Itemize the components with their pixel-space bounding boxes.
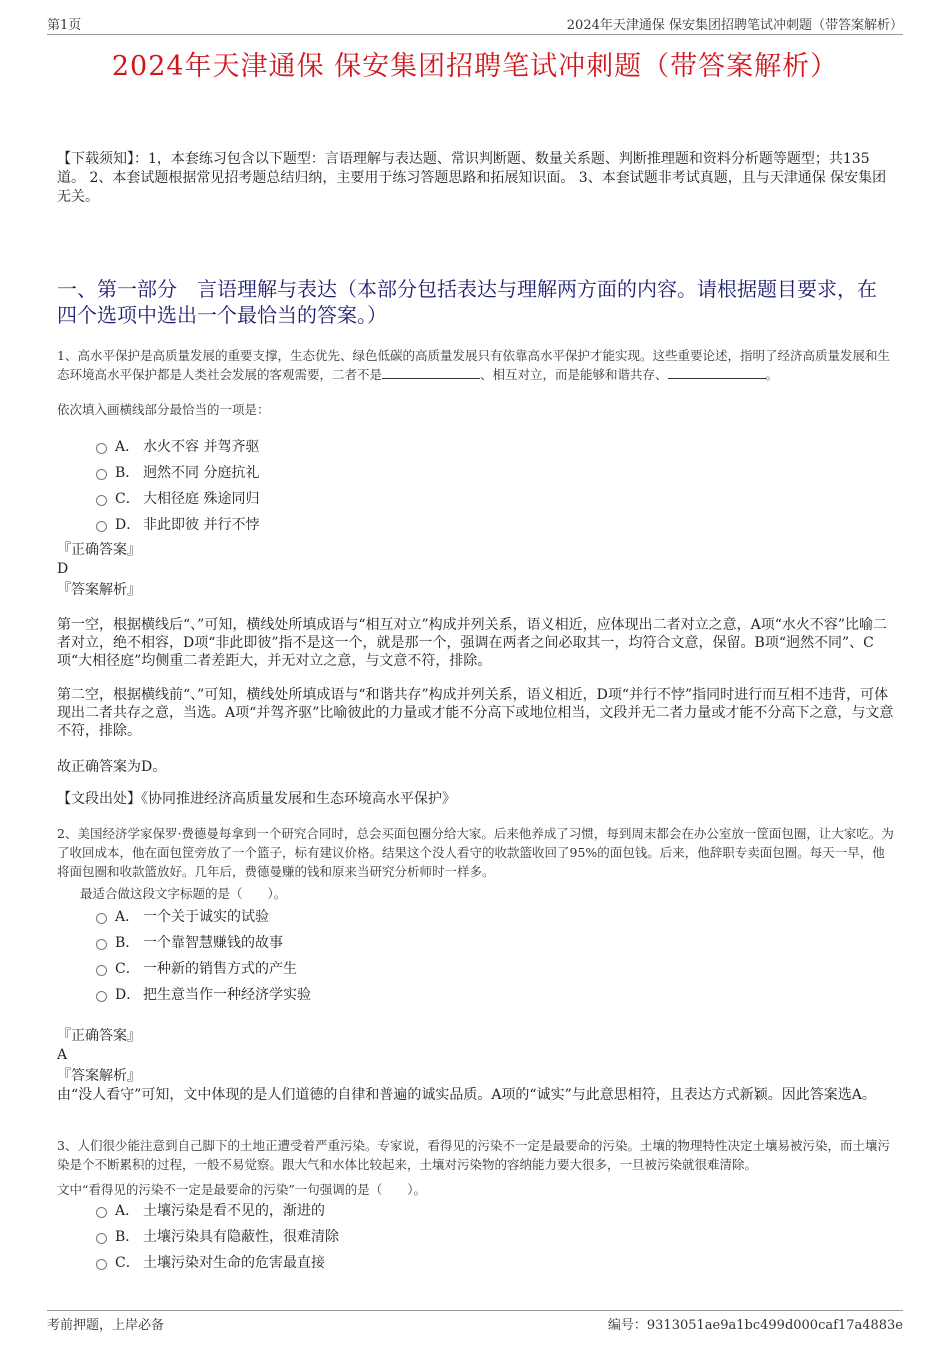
footer-slogan: 考前押题，上岸必备 <box>47 1318 165 1333</box>
question-3-text: 3、人们很少能注意到自己脚下的土地正遭受着严重污染。专家说，看得见的污染不一定是最要命的污染。土壤的物理特性决定土壤易被污染，而土壤污染是个不断累积的过程，一般不易觉察。跟大气和水体比较起来，土壤对污染物的容纳能力要大很多，一旦被污染就很难清除。 <box>57 1138 890 1172</box>
option-b[interactable] <box>96 929 311 955</box>
q2-answer-label: 『正确答案』 <box>57 1028 141 1044</box>
q1-text-part-a: 1、高水平保护是高质量发展的重要支撑，生态优先、绿色低碳的高质量发展只有依靠高水平保护才能实现。这些重要论述，指明了经济高质量发展和生态环境高水平保护都是人类社会发展的客观需要，二者不是 <box>57 348 890 382</box>
option-text: 土壤污染是看不见的，渐进的 <box>143 1203 325 1219</box>
question-2-prompt: 最适合做这段文字标题的是（ ）。 <box>80 886 287 901</box>
option-letter: A． <box>115 909 140 925</box>
option-c[interactable] <box>96 485 259 511</box>
section-heading: 一、第一部分 言语理解与表达（本部分包括表达与理解两方面的内容。请根据题目要求，在四个选项中选出一个最恰当的答案。） <box>57 277 877 327</box>
question-3-options <box>96 1197 339 1275</box>
option-text: 把生意当作一种经济学实验 <box>143 987 311 1003</box>
radio-icon[interactable] <box>96 991 107 1002</box>
question-1-prompt: 依次填入画横线部分最恰当的一项是： <box>57 402 270 417</box>
blank-1 <box>382 366 480 379</box>
option-letter: D． <box>115 517 141 533</box>
blank-2 <box>668 366 766 379</box>
option-text: 大相径庭 殊途同归 <box>143 491 260 507</box>
option-b[interactable] <box>96 1223 339 1249</box>
option-letter: A． <box>115 1203 140 1219</box>
option-letter: A． <box>115 439 140 455</box>
q1-analysis-p3: 故正确答案为D。 <box>57 759 167 775</box>
q1-source: 【文段出处】《协同推进经济高质量发展和生态环境高水平保护》 <box>57 791 456 807</box>
option-text: 水火不容 并驾齐驱 <box>143 439 260 455</box>
download-notice: 【下载须知】：1，本套练习包含以下题型：言语理解与表达题、常识判断题、数量关系题、判断推理题和资料分析题等题型；共135道。 2、本套试题根据常见招考题总结归纳，主要用于练习答题思路和拓展知识面。 3、本套试题非考试真题，且与天津通保 保安集团无关。 <box>57 151 887 205</box>
radio-icon[interactable] <box>96 913 107 924</box>
q2-answer: A <box>57 1047 68 1063</box>
question-3-prompt: 文中“看得见的污染不一定是最要命的污染”一句强调的是（ ）。 <box>57 1182 427 1197</box>
q1-analysis-p2: 第二空，根据横线前“、”可知，横线处所填成语与“和谐共存”构成并列关系，语义相近，D项“并行不悖”指同时进行而互相不违背，可体现出二者共存之意，当选。A项“并驾齐驱”比喻彼此的力量或才能不分高下或地位相当，文段并无二者力量或才能不分高下之意，与文意不符，排除。 <box>57 687 894 739</box>
q1-answer-label: 『正确答案』 <box>57 542 141 558</box>
option-letter: B． <box>115 1229 140 1245</box>
radio-icon[interactable] <box>96 469 107 480</box>
option-letter: C． <box>115 1255 140 1271</box>
q1-answer: D <box>57 561 69 577</box>
question-1-options <box>96 433 259 537</box>
option-letter: C． <box>115 491 140 507</box>
option-letter: B． <box>115 935 140 951</box>
option-a[interactable] <box>96 1197 339 1223</box>
footer-doc-id: 编号：9313051ae9a1bc499d000caf17a4883e <box>607 1318 903 1333</box>
option-a[interactable] <box>96 903 311 929</box>
option-letter: B． <box>115 465 140 481</box>
radio-icon[interactable] <box>96 965 107 976</box>
q2-analysis-label: 『答案解析』 <box>57 1068 141 1084</box>
option-text: 一个关于诚实的试验 <box>143 909 269 925</box>
q1-analysis-label: 『答案解析』 <box>57 582 141 598</box>
option-c[interactable] <box>96 955 311 981</box>
question-2-text: 2、美国经济学家保罗·费德曼每拿到一个研究合同时，总会买面包圈分给大家。后来他养成了习惯，每到周末都会在办公室放一筐面包圈，让大家吃。为了收回成本，他在面包筐旁放了一个篮子，标有建议价格。结果这个没人看守的收款篮收回了95%的面包钱。后来，他辞职专卖面包圈。每天一早，他将面包圈和收款篮放好。几年后，费德曼赚的钱和原来当研究分析师时一样多。 <box>57 826 894 879</box>
page-header <box>47 14 903 35</box>
option-letter: D． <box>115 987 141 1003</box>
radio-icon[interactable] <box>96 495 107 506</box>
q2-analysis: 由“没人看守”可知，文中体现的是人们道德的自律和普遍的诚实品质。A项的“诚实”与此意思相符，且表达方式新颖。因此答案选A。 <box>57 1087 876 1103</box>
radio-icon[interactable] <box>96 521 107 532</box>
q1-text-part-b: 、相互对立，而是能够和谐共存、 <box>480 367 668 382</box>
option-text: 一种新的销售方式的产生 <box>143 961 297 977</box>
radio-icon[interactable] <box>96 1207 107 1218</box>
question-2-options <box>96 903 311 1007</box>
option-c[interactable] <box>96 1249 339 1275</box>
q1-analysis-p1: 第一空，根据横线后“、”可知，横线处所填成语与“相互对立”构成并列关系，语义相近，应体现出二者对立之意，A项“水火不容”比喻二者对立，绝不相容，D项“非此即彼”指不是这一个，就是那一个，强调在两者之间必取其一，均符合文意，保留。B项“迥然不同”、C项“大相径庭”均侧重二者差距大，并无对立之意，与文意不符，排除。 <box>57 617 888 669</box>
radio-icon[interactable] <box>96 1259 107 1270</box>
option-letter: C． <box>115 961 140 977</box>
option-text: 土壤污染对生命的危害最直接 <box>143 1255 325 1271</box>
option-d[interactable] <box>96 511 259 537</box>
q1-text-part-c: 。 <box>765 367 779 382</box>
option-text: 迥然不同 分庭抗礼 <box>143 465 260 481</box>
page-title: 2024年天津通保 保安集团招聘笔试冲刺题（带答案解析） <box>111 51 839 82</box>
option-a[interactable] <box>96 433 259 459</box>
radio-icon[interactable] <box>96 939 107 950</box>
radio-icon[interactable] <box>96 443 107 454</box>
option-text: 土壤污染具有隐蔽性，很难清除 <box>143 1229 339 1245</box>
option-text: 非此即彼 并行不悖 <box>143 517 260 533</box>
page-number: 第1页 <box>47 18 82 33</box>
page-footer <box>47 1310 903 1333</box>
radio-icon[interactable] <box>96 1233 107 1244</box>
header-doc-title: 2024年天津通保 保安集团招聘笔试冲刺题（带答案解析） <box>566 18 903 33</box>
option-b[interactable] <box>96 459 259 485</box>
option-d[interactable] <box>96 981 311 1007</box>
question-1-text <box>57 346 895 384</box>
option-text: 一个靠智慧赚钱的故事 <box>143 935 283 951</box>
